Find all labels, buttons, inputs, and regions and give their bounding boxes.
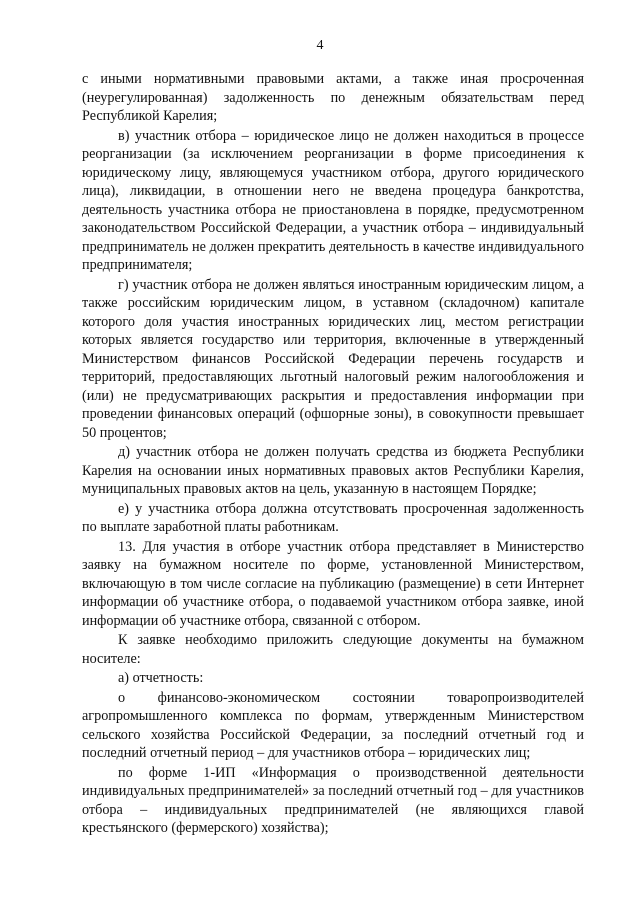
paragraph-clause-d: д) участник отбора не должен получать средства из бюджета Республики Карелия на основании иных нормативных правовых актов Республики Карелия, муниципальных правовых актов на цель, указанную в настоящем Порядке; xyxy=(82,444,584,497)
paragraph-item-13: 13. Для участия в отборе участник отбора представляет в Министерство заявку на бумажном носителе по форме, установленной Министерством, включающую в том числе согласие на публикацию (размещение) в сети Интернет информации об участнике отбора, о подаваемой участником отбора заявке, иной информации об участнике отбора, связанной с отбором. xyxy=(82,538,584,629)
paragraph-continuation: с иными нормативными правовыми актами, а также иная просроченная (неурегулированная) задолженность по денежным обязательствам перед Республикой Карелия; xyxy=(82,71,584,124)
paragraph-clause-v: в) участник отбора – юридическое лицо не должен находиться в процессе реорганизации (за исключением реорганизации в форме присоединения к юридическому лицу, являющемуся участником отбора, другого юридического лица), ликвидации, в отношении него не введена процедура банкротства, деятельность участника отбора не приостановлена в порядке, предусмотренном законодательством Российской Федерации, а участник отбора – индивидуальный предприниматель не должен прекратить деятельность в качестве индивидуального предпринимателя; xyxy=(82,127,584,273)
paragraph-financial-report: о финансово-экономическом состоянии товаропроизводителей агропромышленного комплекса по формам, утвержденным Министерством сельского хозяйства Российской Федерации, за последний отчетный год и последний отчетный период – для участников отбора – юридических лиц; xyxy=(82,689,584,761)
page-number: 4 xyxy=(316,38,324,53)
paragraph-attachments-intro: К заявке необходимо приложить следующие документы на бумажном носителе: xyxy=(82,632,584,667)
paragraph-clause-g: г) участник отбора не должен являться иностранным юридическим лицом, а также российским юридическим лицом, в уставном (складочном) капитале которого доля участия иностранных юридических лиц, местом регистрации которых является государство или территория, включенные в утвержденный Министерством финансов Российской Федерации перечень государств и территорий, предоставляющих льготный налоговый режим налогообложения и (или) не предусматривающих раскрытия и предоставления информации при проведении финансовых операций (офшорные зоны), в совокупности превышает 50 процентов; xyxy=(82,276,584,441)
paragraph-clause-a: а) отчетность: xyxy=(118,670,204,686)
document-body xyxy=(82,70,584,838)
paragraph-clause-e: е) у участника отбора должна отсутствовать просроченная задолженность по выплате заработной платы работникам. xyxy=(82,500,584,535)
paragraph-form-1ip: по форме 1-ИП «Информация о производственной деятельности индивидуальных предпринимателей» за последний отчетный год – для участников отбора – индивидуальных предпринимателей (не являющихся главой крестьянского (фермерского) хозяйства); xyxy=(82,764,584,836)
